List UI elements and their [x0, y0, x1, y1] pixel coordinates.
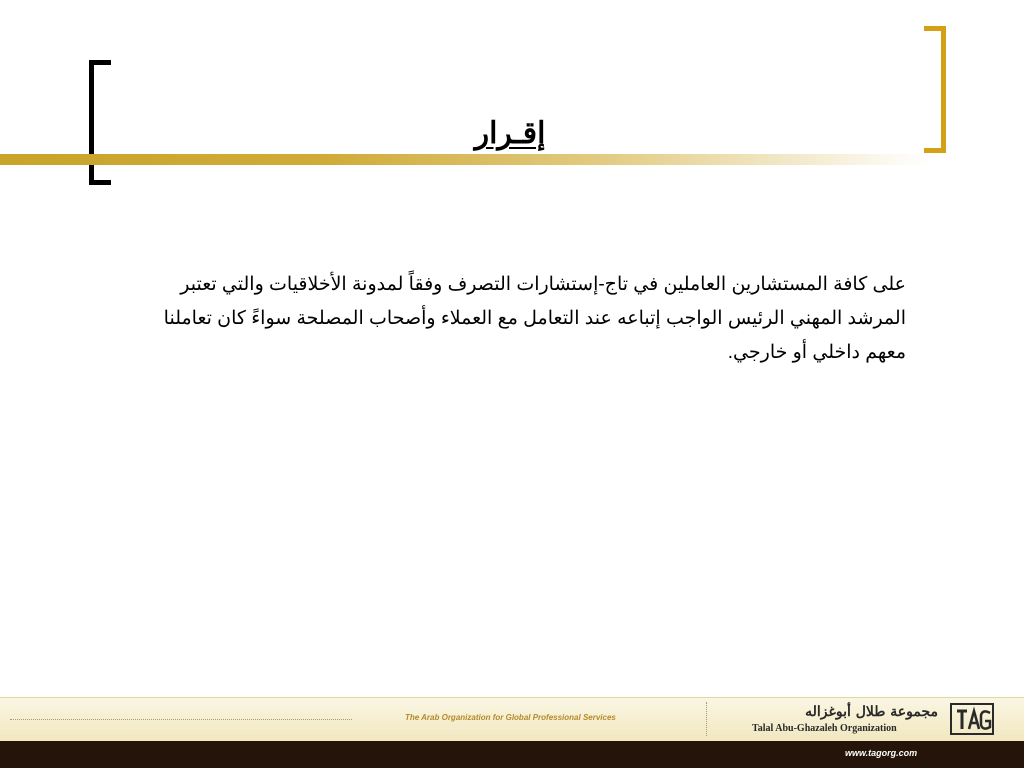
footer-website-link[interactable]: www.tagorg.com: [845, 748, 918, 758]
footer-tagline: The Arab Organization for Global Professional Services: [405, 713, 616, 722]
tag-logo-icon: [950, 703, 994, 735]
org-name-english: Talal Abu-Ghazaleh Organization: [752, 723, 897, 734]
footer-dotted-line: [10, 719, 352, 720]
slide-body-text: على كافة المستشارين العاملين في تاج-إستشارات التصرف وفقاً لمدونة الأخلاقيات والتي تعتبر المرشد المهني الرئيس الواجب إتباعه عند التعامل مع العملاء وأصحاب المصلحة سواءً كان تعاملنا معهم داخلي أو خارجي.: [163, 274, 906, 363]
slide-title: إقـرار: [474, 117, 546, 150]
left-bracket-decoration: [89, 60, 111, 185]
org-name-arabic: مجموعة طلال أبوغزاله: [805, 704, 938, 720]
footer-separator: [706, 702, 707, 736]
right-bracket-decoration: [924, 26, 946, 153]
